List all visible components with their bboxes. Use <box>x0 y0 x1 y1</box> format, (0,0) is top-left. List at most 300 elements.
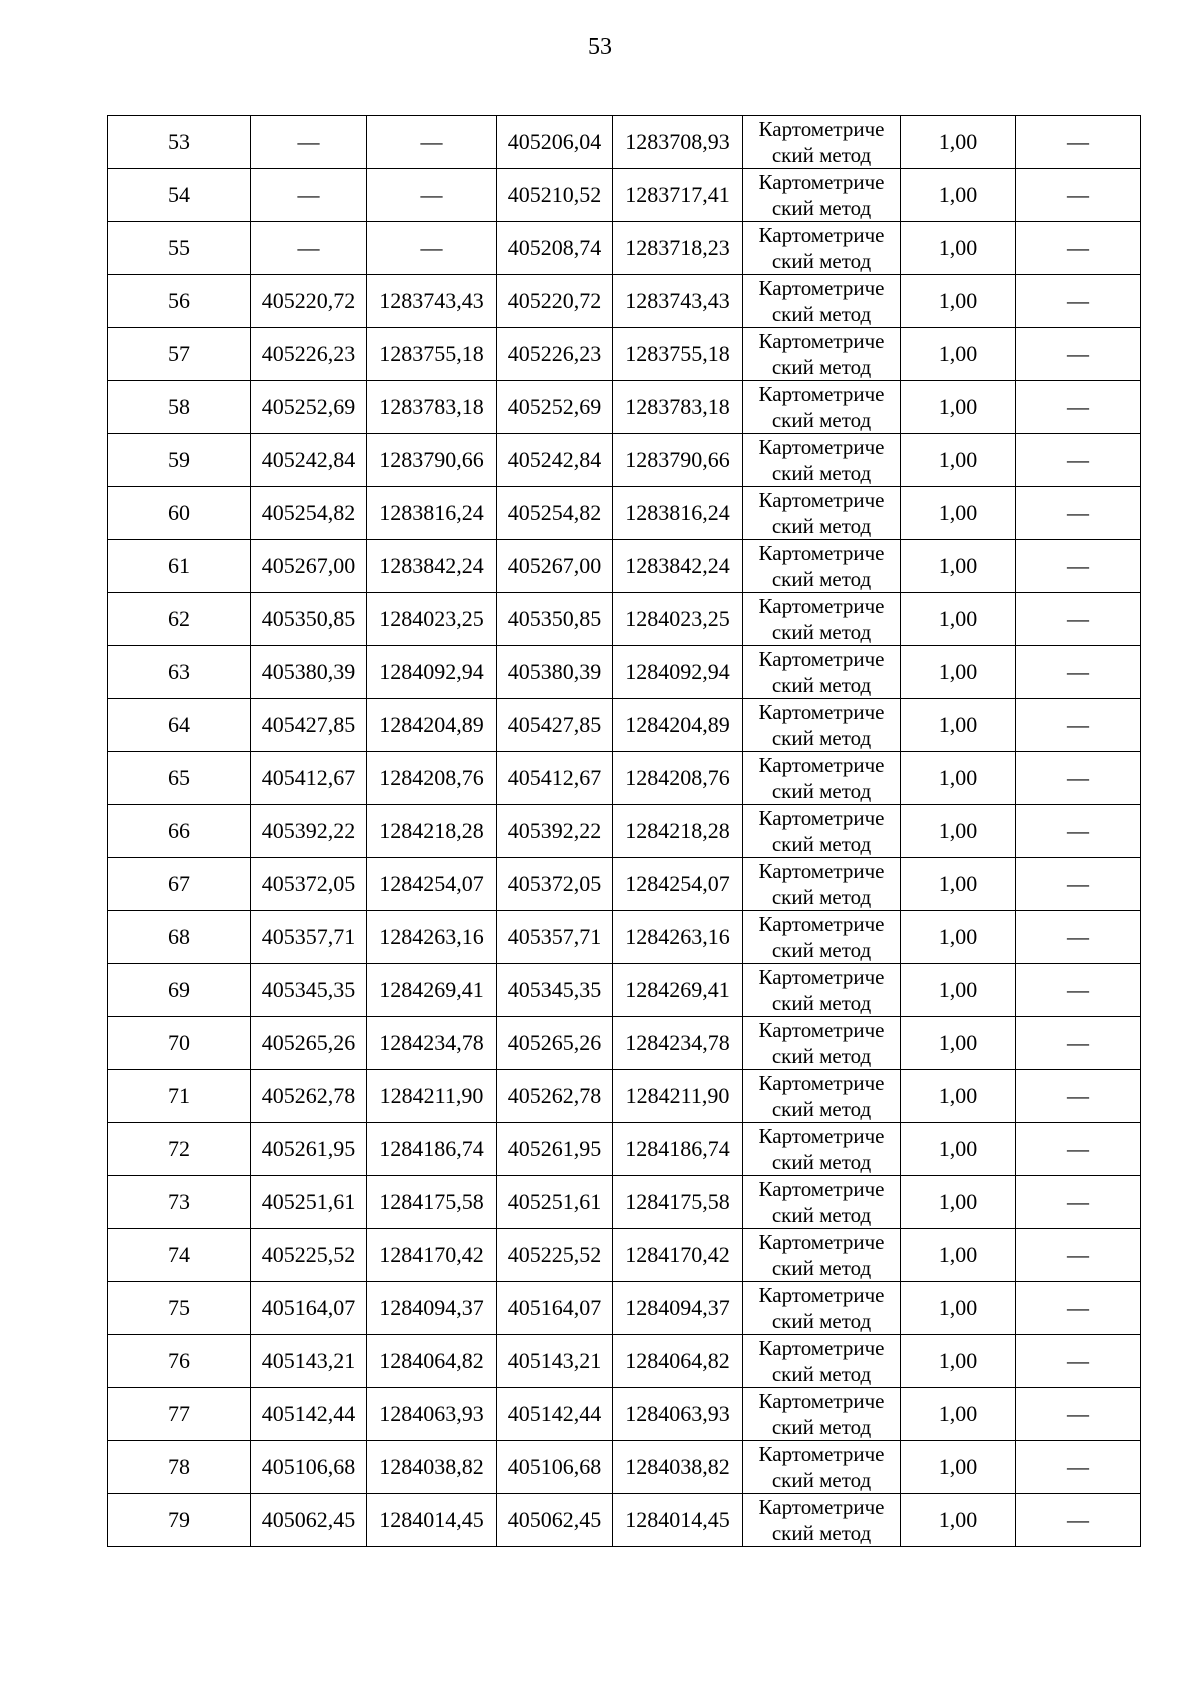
method-text-line2: ский метод <box>771 196 872 220</box>
old-x-cell: 405106,68 <box>251 1441 367 1494</box>
old-y-cell: 1284263,16 <box>367 911 497 964</box>
description-cell: — <box>1016 858 1141 911</box>
point-number-cell: 62 <box>108 593 251 646</box>
new-y-cell: 1284014,45 <box>613 1494 743 1547</box>
method-text-line1: Картометриче <box>758 1230 885 1254</box>
table-row <box>108 752 1141 805</box>
new-y-cell: 1284094,37 <box>613 1282 743 1335</box>
new-y-cell: 1284063,93 <box>613 1388 743 1441</box>
method-text-line2: ский метод <box>771 726 872 750</box>
point-number-cell: 54 <box>108 169 251 222</box>
method-text-line2: ский метод <box>771 885 872 909</box>
method-cell <box>743 593 901 646</box>
new-x-cell: 405345,35 <box>497 964 613 1017</box>
new-y-cell: 1284218,28 <box>613 805 743 858</box>
point-number-cell: 66 <box>108 805 251 858</box>
new-y-cell: 1283816,24 <box>613 487 743 540</box>
new-x-cell: 405252,69 <box>497 381 613 434</box>
method-cell <box>743 1441 901 1494</box>
description-cell: — <box>1016 593 1141 646</box>
method-text-line1: Картометриче <box>758 594 885 618</box>
method-text-line2: ский метод <box>771 1256 872 1280</box>
old-y-cell: 1284204,89 <box>367 699 497 752</box>
table-row <box>108 1282 1141 1335</box>
new-y-cell: 1283743,43 <box>613 275 743 328</box>
old-x-cell: 405357,71 <box>251 911 367 964</box>
new-y-cell: 1283755,18 <box>613 328 743 381</box>
method-text-line2: ский метод <box>771 1097 872 1121</box>
method-text-line1: Картометриче <box>758 1071 885 1095</box>
accuracy-cell: 1,00 <box>901 434 1016 487</box>
method-text-line2: ский метод <box>771 991 872 1015</box>
old-x-cell: — <box>251 116 367 169</box>
table-row <box>108 1335 1141 1388</box>
point-number-cell: 64 <box>108 699 251 752</box>
accuracy-cell: 1,00 <box>901 858 1016 911</box>
old-y-cell: — <box>367 169 497 222</box>
old-y-cell: 1283816,24 <box>367 487 497 540</box>
description-cell: — <box>1016 805 1141 858</box>
old-x-cell: — <box>251 222 367 275</box>
new-x-cell: 405357,71 <box>497 911 613 964</box>
method-text-line1: Картометриче <box>758 965 885 989</box>
new-y-cell: 1284175,58 <box>613 1176 743 1229</box>
old-x-cell: 405262,78 <box>251 1070 367 1123</box>
new-x-cell: 405062,45 <box>497 1494 613 1547</box>
point-number-cell: 58 <box>108 381 251 434</box>
table-row <box>108 1494 1141 1547</box>
old-y-cell: 1283783,18 <box>367 381 497 434</box>
accuracy-cell: 1,00 <box>901 1017 1016 1070</box>
method-text-line1: Картометриче <box>758 276 885 300</box>
table-row <box>108 487 1141 540</box>
method-cell <box>743 1282 901 1335</box>
old-x-cell: — <box>251 169 367 222</box>
accuracy-cell: 1,00 <box>901 964 1016 1017</box>
new-y-cell: 1284263,16 <box>613 911 743 964</box>
table-row <box>108 858 1141 911</box>
old-y-cell: 1284269,41 <box>367 964 497 1017</box>
old-x-cell: 405372,05 <box>251 858 367 911</box>
method-text-line1: Картометриче <box>758 382 885 406</box>
table-row <box>108 328 1141 381</box>
accuracy-cell: 1,00 <box>901 487 1016 540</box>
new-x-cell: 405261,95 <box>497 1123 613 1176</box>
table-row <box>108 116 1141 169</box>
table-row <box>108 964 1141 1017</box>
method-text-line2: ский метод <box>771 514 872 538</box>
new-y-cell: 1283717,41 <box>613 169 743 222</box>
new-x-cell: 405412,67 <box>497 752 613 805</box>
point-number-cell: 76 <box>108 1335 251 1388</box>
method-text-line1: Картометриче <box>758 806 885 830</box>
table-row <box>108 1176 1141 1229</box>
table-row <box>108 1229 1141 1282</box>
new-y-cell: 1284038,82 <box>613 1441 743 1494</box>
new-x-cell: 405226,23 <box>497 328 613 381</box>
method-cell <box>743 1176 901 1229</box>
point-number-cell: 63 <box>108 646 251 699</box>
new-y-cell: 1284204,89 <box>613 699 743 752</box>
method-cell <box>743 964 901 1017</box>
new-y-cell: 1283842,24 <box>613 540 743 593</box>
method-text-line2: ский метод <box>771 1203 872 1227</box>
method-text-line2: ский метод <box>771 567 872 591</box>
description-cell: — <box>1016 1123 1141 1176</box>
accuracy-cell: 1,00 <box>901 1441 1016 1494</box>
old-y-cell: 1283743,43 <box>367 275 497 328</box>
point-number-cell: 55 <box>108 222 251 275</box>
description-cell: — <box>1016 540 1141 593</box>
description-cell: — <box>1016 1229 1141 1282</box>
table-row <box>108 593 1141 646</box>
accuracy-cell: 1,00 <box>901 381 1016 434</box>
method-text-line1: Картометриче <box>758 1389 885 1413</box>
method-text-line2: ский метод <box>771 779 872 803</box>
method-text-line1: Картометриче <box>758 1283 885 1307</box>
old-y-cell: 1284094,37 <box>367 1282 497 1335</box>
old-y-cell: — <box>367 116 497 169</box>
method-cell <box>743 1017 901 1070</box>
new-y-cell: 1283783,18 <box>613 381 743 434</box>
description-cell: — <box>1016 1388 1141 1441</box>
old-y-cell: 1283755,18 <box>367 328 497 381</box>
accuracy-cell: 1,00 <box>901 805 1016 858</box>
method-text-line2: ский метод <box>771 408 872 432</box>
method-cell <box>743 1123 901 1176</box>
method-text-line1: Картометриче <box>758 488 885 512</box>
old-y-cell: 1284014,45 <box>367 1494 497 1547</box>
new-y-cell: 1284064,82 <box>613 1335 743 1388</box>
method-cell <box>743 911 901 964</box>
point-number-cell: 77 <box>108 1388 251 1441</box>
new-x-cell: 405143,21 <box>497 1335 613 1388</box>
new-y-cell: 1284269,41 <box>613 964 743 1017</box>
point-number-cell: 56 <box>108 275 251 328</box>
new-y-cell: 1283718,23 <box>613 222 743 275</box>
old-y-cell: 1284063,93 <box>367 1388 497 1441</box>
new-x-cell: 405210,52 <box>497 169 613 222</box>
old-x-cell: 405226,23 <box>251 328 367 381</box>
new-x-cell: 405254,82 <box>497 487 613 540</box>
new-x-cell: 405142,44 <box>497 1388 613 1441</box>
method-text-line2: ский метод <box>771 1415 872 1439</box>
method-cell <box>743 805 901 858</box>
point-number-cell: 60 <box>108 487 251 540</box>
old-x-cell: 405062,45 <box>251 1494 367 1547</box>
table-row <box>108 540 1141 593</box>
new-x-cell: 405262,78 <box>497 1070 613 1123</box>
method-text-line2: ский метод <box>771 1150 872 1174</box>
old-x-cell: 405143,21 <box>251 1335 367 1388</box>
description-cell: — <box>1016 911 1141 964</box>
accuracy-cell: 1,00 <box>901 116 1016 169</box>
new-y-cell: 1284234,78 <box>613 1017 743 1070</box>
accuracy-cell: 1,00 <box>901 275 1016 328</box>
old-y-cell: 1284064,82 <box>367 1335 497 1388</box>
accuracy-cell: 1,00 <box>901 328 1016 381</box>
point-number-cell: 53 <box>108 116 251 169</box>
description-cell: — <box>1016 1282 1141 1335</box>
new-y-cell: 1284186,74 <box>613 1123 743 1176</box>
point-number-cell: 69 <box>108 964 251 1017</box>
old-x-cell: 405251,61 <box>251 1176 367 1229</box>
description-cell: — <box>1016 116 1141 169</box>
new-x-cell: 405350,85 <box>497 593 613 646</box>
old-x-cell: 405350,85 <box>251 593 367 646</box>
accuracy-cell: 1,00 <box>901 169 1016 222</box>
table-row <box>108 1388 1141 1441</box>
method-cell <box>743 1388 901 1441</box>
new-x-cell: 405220,72 <box>497 275 613 328</box>
old-x-cell: 405242,84 <box>251 434 367 487</box>
description-cell: — <box>1016 1335 1141 1388</box>
method-text-line2: ский метод <box>771 1468 872 1492</box>
method-cell <box>743 540 901 593</box>
new-x-cell: 405106,68 <box>497 1441 613 1494</box>
new-y-cell: 1284208,76 <box>613 752 743 805</box>
method-text-line1: Картометриче <box>758 1124 885 1148</box>
method-cell <box>743 275 901 328</box>
new-x-cell: 405225,52 <box>497 1229 613 1282</box>
method-text-line2: ский метод <box>771 355 872 379</box>
description-cell: — <box>1016 381 1141 434</box>
old-y-cell: 1284170,42 <box>367 1229 497 1282</box>
old-x-cell: 405392,22 <box>251 805 367 858</box>
point-number-cell: 72 <box>108 1123 251 1176</box>
method-text-line1: Картометриче <box>758 223 885 247</box>
method-text-line2: ский метод <box>771 249 872 273</box>
description-cell: — <box>1016 1017 1141 1070</box>
method-cell <box>743 487 901 540</box>
method-cell <box>743 1229 901 1282</box>
new-x-cell: 405164,07 <box>497 1282 613 1335</box>
table-row <box>108 169 1141 222</box>
method-text-line2: ский метод <box>771 938 872 962</box>
table-row <box>108 1123 1141 1176</box>
method-cell <box>743 381 901 434</box>
description-cell: — <box>1016 169 1141 222</box>
new-y-cell: 1284023,25 <box>613 593 743 646</box>
method-text-line1: Картометриче <box>758 753 885 777</box>
new-x-cell: 405392,22 <box>497 805 613 858</box>
old-x-cell: 405225,52 <box>251 1229 367 1282</box>
old-x-cell: 405220,72 <box>251 275 367 328</box>
point-number-cell: 59 <box>108 434 251 487</box>
accuracy-cell: 1,00 <box>901 540 1016 593</box>
point-number-cell: 68 <box>108 911 251 964</box>
method-text-line2: ский метод <box>771 1521 872 1545</box>
method-cell <box>743 1335 901 1388</box>
old-x-cell: 405412,67 <box>251 752 367 805</box>
method-cell <box>743 222 901 275</box>
method-cell <box>743 434 901 487</box>
table-row <box>108 1441 1141 1494</box>
new-x-cell: 405208,74 <box>497 222 613 275</box>
point-number-cell: 61 <box>108 540 251 593</box>
old-x-cell: 405427,85 <box>251 699 367 752</box>
table-row <box>108 805 1141 858</box>
new-x-cell: 405380,39 <box>497 646 613 699</box>
method-text-line1: Картометриче <box>758 435 885 459</box>
accuracy-cell: 1,00 <box>901 1335 1016 1388</box>
method-cell <box>743 699 901 752</box>
table-row <box>108 381 1141 434</box>
old-y-cell: 1284254,07 <box>367 858 497 911</box>
method-text-line2: ский метод <box>771 461 872 485</box>
page-number: 53 <box>588 34 612 60</box>
accuracy-cell: 1,00 <box>901 1123 1016 1176</box>
method-cell <box>743 328 901 381</box>
new-x-cell: 405251,61 <box>497 1176 613 1229</box>
table-row <box>108 699 1141 752</box>
method-text-line2: ский метод <box>771 673 872 697</box>
new-x-cell: 405427,85 <box>497 699 613 752</box>
old-y-cell: 1284175,58 <box>367 1176 497 1229</box>
old-x-cell: 405164,07 <box>251 1282 367 1335</box>
old-x-cell: 405254,82 <box>251 487 367 540</box>
method-text-line1: Картометриче <box>758 170 885 194</box>
point-number-cell: 57 <box>108 328 251 381</box>
description-cell: — <box>1016 1070 1141 1123</box>
new-y-cell: 1284254,07 <box>613 858 743 911</box>
method-cell <box>743 1494 901 1547</box>
accuracy-cell: 1,00 <box>901 646 1016 699</box>
accuracy-cell: 1,00 <box>901 1282 1016 1335</box>
method-text-line1: Картометриче <box>758 1177 885 1201</box>
accuracy-cell: 1,00 <box>901 222 1016 275</box>
accuracy-cell: 1,00 <box>901 1070 1016 1123</box>
point-number-cell: 65 <box>108 752 251 805</box>
description-cell: — <box>1016 275 1141 328</box>
point-number-cell: 70 <box>108 1017 251 1070</box>
method-cell <box>743 116 901 169</box>
accuracy-cell: 1,00 <box>901 699 1016 752</box>
table-row <box>108 911 1141 964</box>
description-cell: — <box>1016 752 1141 805</box>
old-y-cell: 1284218,28 <box>367 805 497 858</box>
table-row <box>108 222 1141 275</box>
method-text-line2: ский метод <box>771 620 872 644</box>
new-y-cell: 1284211,90 <box>613 1070 743 1123</box>
method-text-line1: Картометриче <box>758 1018 885 1042</box>
old-x-cell: 405265,26 <box>251 1017 367 1070</box>
method-text-line1: Картометриче <box>758 1495 885 1519</box>
method-text-line2: ский метод <box>771 1044 872 1068</box>
method-cell <box>743 646 901 699</box>
table-body <box>108 116 1141 1547</box>
point-number-cell: 79 <box>108 1494 251 1547</box>
new-x-cell: 405267,00 <box>497 540 613 593</box>
method-text-line2: ский метод <box>771 302 872 326</box>
method-cell <box>743 1070 901 1123</box>
description-cell: — <box>1016 1176 1141 1229</box>
new-y-cell: 1284170,42 <box>613 1229 743 1282</box>
old-x-cell: 405380,39 <box>251 646 367 699</box>
table-row <box>108 275 1141 328</box>
method-text-line1: Картометриче <box>758 117 885 141</box>
point-number-cell: 78 <box>108 1441 251 1494</box>
old-y-cell: 1284038,82 <box>367 1441 497 1494</box>
table-row <box>108 1070 1141 1123</box>
old-y-cell: 1284023,25 <box>367 593 497 646</box>
old-x-cell: 405252,69 <box>251 381 367 434</box>
method-cell <box>743 752 901 805</box>
old-x-cell: 405261,95 <box>251 1123 367 1176</box>
description-cell: — <box>1016 328 1141 381</box>
old-x-cell: 405267,00 <box>251 540 367 593</box>
point-number-cell: 71 <box>108 1070 251 1123</box>
old-y-cell: 1284092,94 <box>367 646 497 699</box>
new-x-cell: 405265,26 <box>497 1017 613 1070</box>
method-text-line2: ский метод <box>771 143 872 167</box>
description-cell: — <box>1016 1441 1141 1494</box>
method-text-line2: ский метод <box>771 1362 872 1386</box>
accuracy-cell: 1,00 <box>901 593 1016 646</box>
accuracy-cell: 1,00 <box>901 752 1016 805</box>
method-text-line1: Картометриче <box>758 700 885 724</box>
new-y-cell: 1283708,93 <box>613 116 743 169</box>
description-cell: — <box>1016 699 1141 752</box>
point-number-cell: 74 <box>108 1229 251 1282</box>
method-text-line2: ский метод <box>771 1309 872 1333</box>
method-text-line1: Картометриче <box>758 541 885 565</box>
method-text-line2: ский метод <box>771 832 872 856</box>
old-x-cell: 405142,44 <box>251 1388 367 1441</box>
old-y-cell: 1283842,24 <box>367 540 497 593</box>
method-text-line1: Картометриче <box>758 1442 885 1466</box>
accuracy-cell: 1,00 <box>901 1176 1016 1229</box>
description-cell: — <box>1016 1494 1141 1547</box>
description-cell: — <box>1016 964 1141 1017</box>
method-text-line1: Картометриче <box>758 329 885 353</box>
accuracy-cell: 1,00 <box>901 1229 1016 1282</box>
method-text-line1: Картометриче <box>758 1336 885 1360</box>
accuracy-cell: 1,00 <box>901 1494 1016 1547</box>
point-number-cell: 73 <box>108 1176 251 1229</box>
table-row <box>108 434 1141 487</box>
new-y-cell: 1284092,94 <box>613 646 743 699</box>
new-x-cell: 405372,05 <box>497 858 613 911</box>
table-row <box>108 646 1141 699</box>
accuracy-cell: 1,00 <box>901 911 1016 964</box>
description-cell: — <box>1016 646 1141 699</box>
coordinates-table <box>107 115 1141 1547</box>
method-cell <box>743 858 901 911</box>
description-cell: — <box>1016 487 1141 540</box>
old-y-cell: 1283790,66 <box>367 434 497 487</box>
old-y-cell: 1284234,78 <box>367 1017 497 1070</box>
method-cell <box>743 169 901 222</box>
method-text-line1: Картометриче <box>758 647 885 671</box>
point-number-cell: 75 <box>108 1282 251 1335</box>
old-y-cell: 1284186,74 <box>367 1123 497 1176</box>
table-row <box>108 1017 1141 1070</box>
point-number-cell: 67 <box>108 858 251 911</box>
old-x-cell: 405345,35 <box>251 964 367 1017</box>
method-text-line1: Картометриче <box>758 859 885 883</box>
method-text-line1: Картометриче <box>758 912 885 936</box>
new-x-cell: 405242,84 <box>497 434 613 487</box>
old-y-cell: 1284211,90 <box>367 1070 497 1123</box>
old-y-cell: 1284208,76 <box>367 752 497 805</box>
new-y-cell: 1283790,66 <box>613 434 743 487</box>
old-y-cell: — <box>367 222 497 275</box>
accuracy-cell: 1,00 <box>901 1388 1016 1441</box>
description-cell: — <box>1016 222 1141 275</box>
new-x-cell: 405206,04 <box>497 116 613 169</box>
description-cell: — <box>1016 434 1141 487</box>
